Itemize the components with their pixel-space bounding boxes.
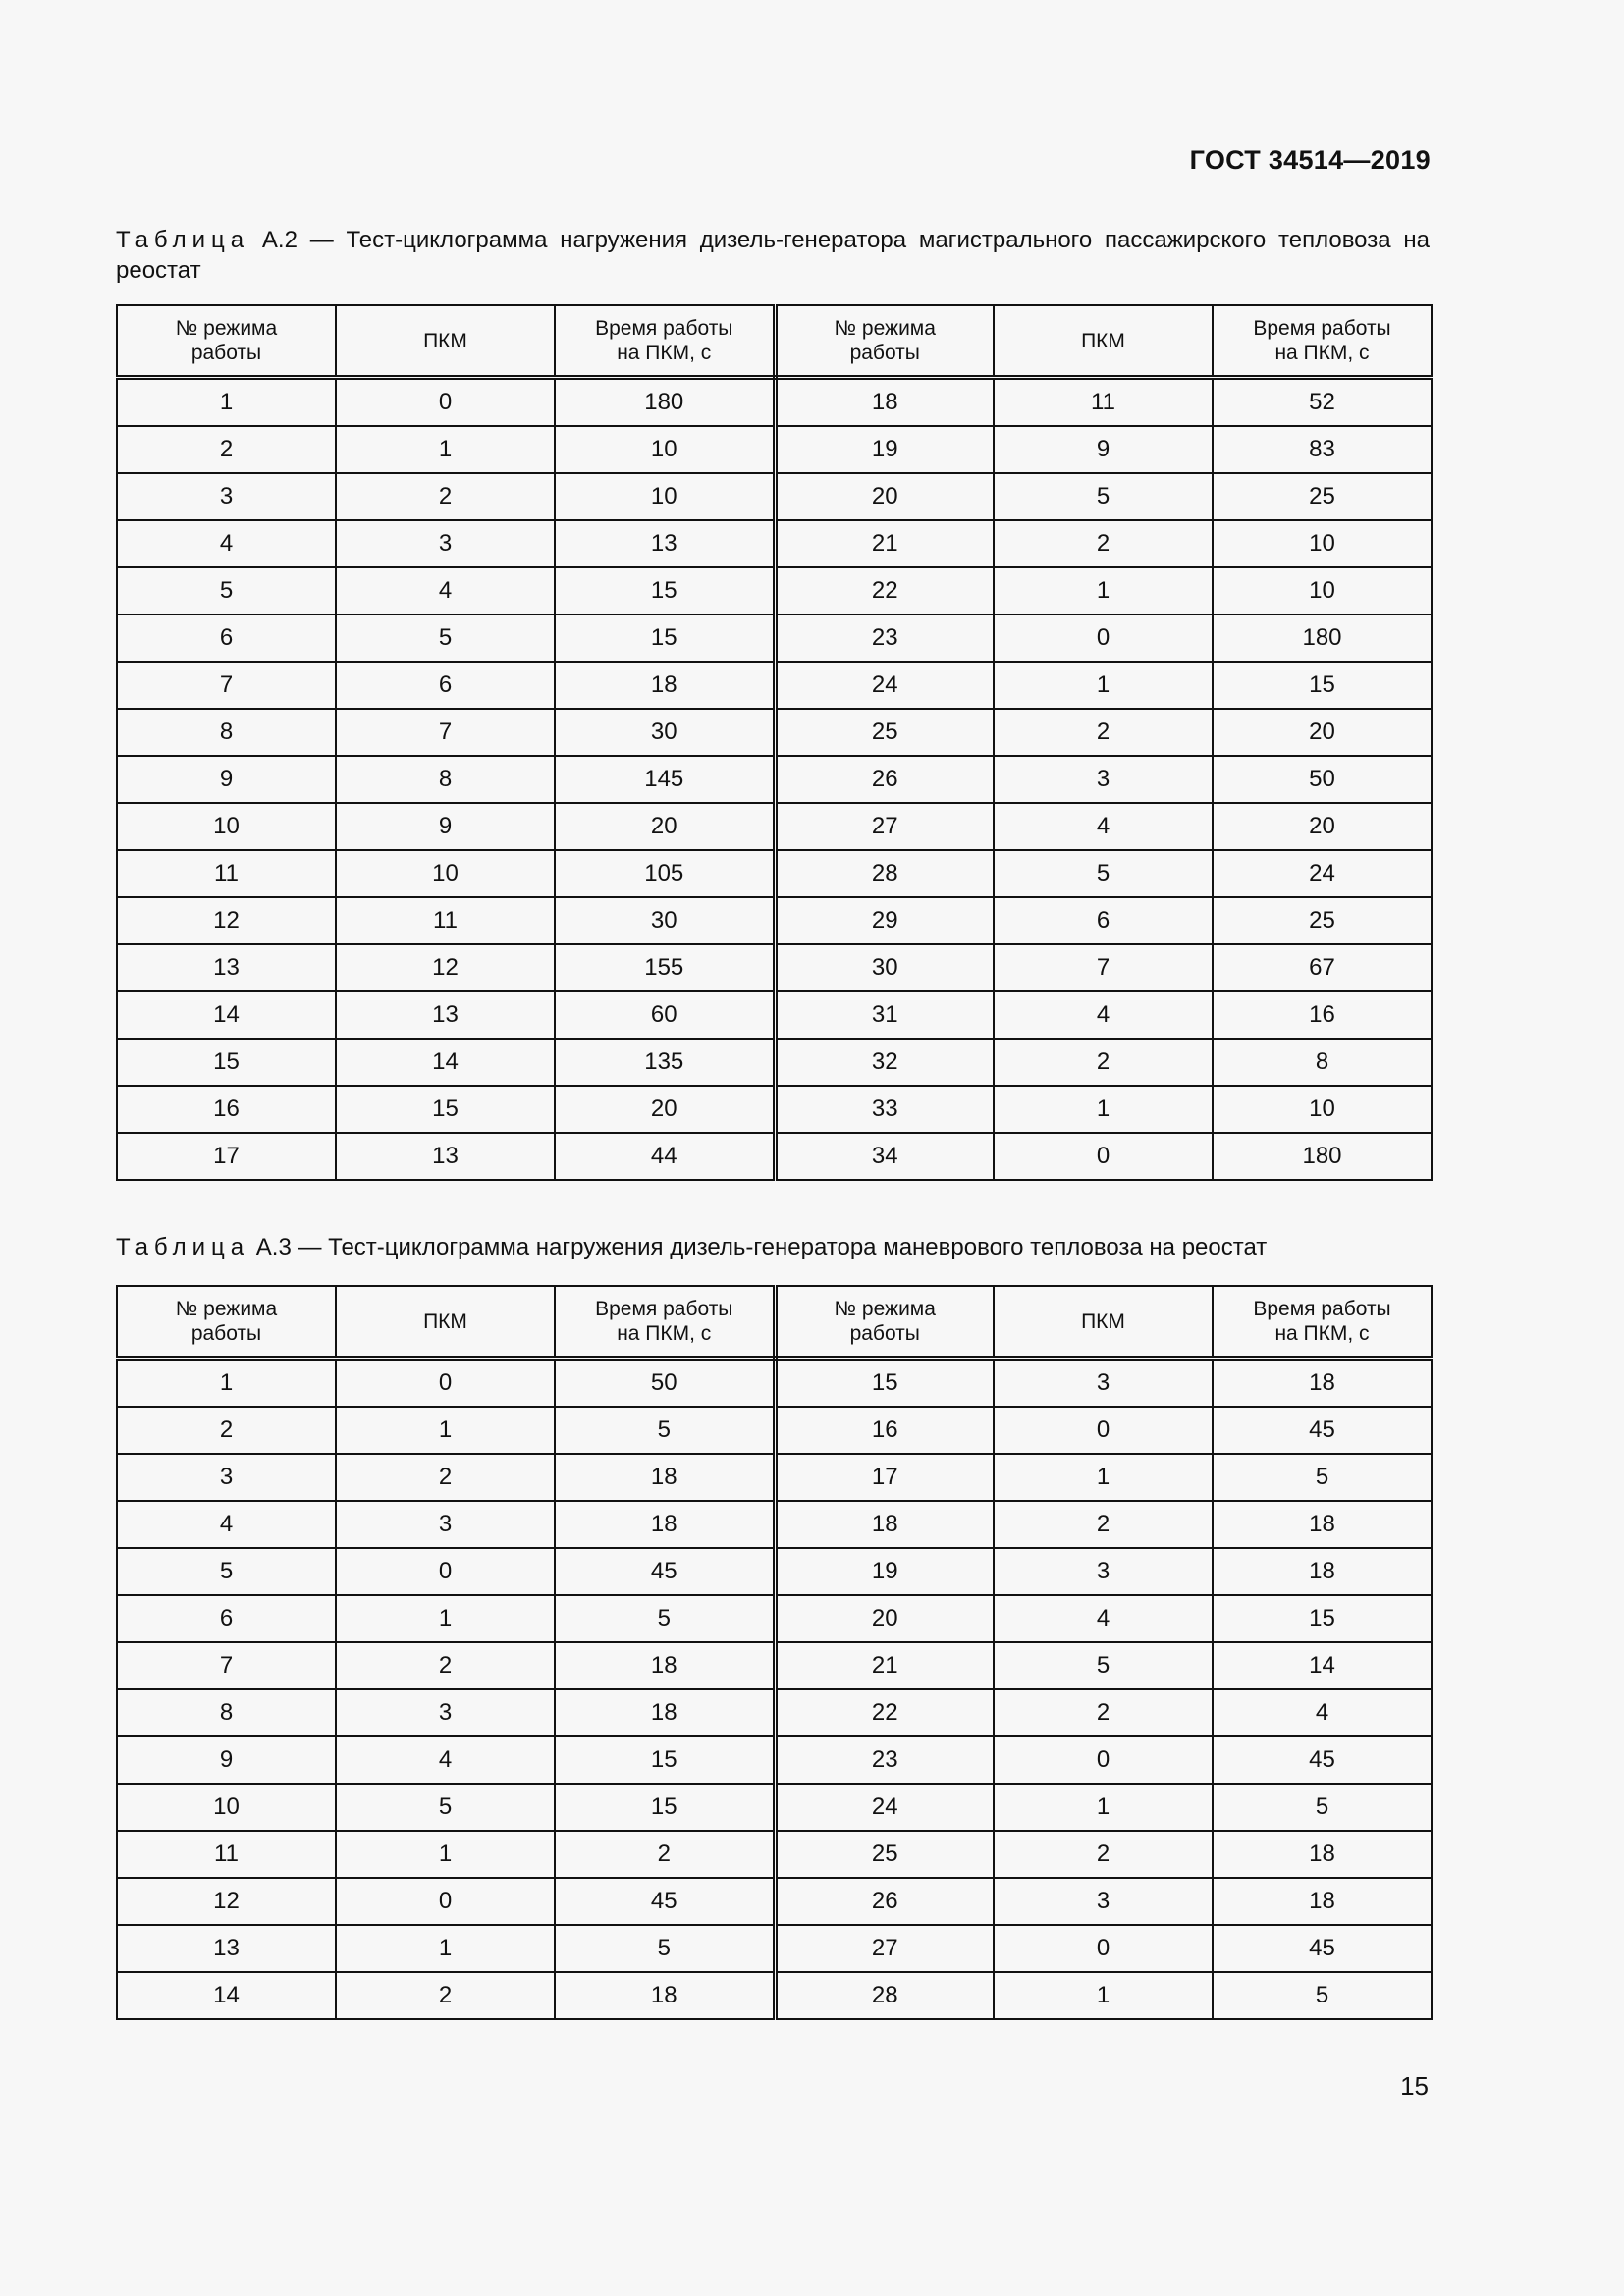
caption-text: А.3 — Тест-циклограмма нагружения дизель-генератора маневрового тепловоза на реостат bbox=[249, 1234, 1268, 1260]
table-cell: 3 bbox=[994, 1878, 1213, 1925]
table-cell: 30 bbox=[555, 897, 775, 944]
column-header: ПКМ bbox=[994, 305, 1213, 378]
table-cell: 24 bbox=[775, 1784, 994, 1831]
table-cell: 5 bbox=[117, 567, 336, 614]
table-cell: 3 bbox=[336, 1501, 555, 1548]
table-cell: 0 bbox=[994, 1736, 1213, 1784]
table-cell: 23 bbox=[775, 1736, 994, 1784]
table-cell: 14 bbox=[117, 1972, 336, 2019]
table-cell: 1 bbox=[336, 1595, 555, 1642]
table-cell: 180 bbox=[555, 378, 775, 427]
table-row bbox=[117, 1925, 1432, 1972]
table-cell: 50 bbox=[555, 1359, 775, 1408]
table-cell: 4 bbox=[994, 991, 1213, 1039]
table-row bbox=[117, 567, 1432, 614]
table-cell: 27 bbox=[775, 803, 994, 850]
table-cell: 27 bbox=[775, 1925, 994, 1972]
table-cell: 5 bbox=[994, 1642, 1213, 1689]
column-header: ПКМ bbox=[336, 1286, 555, 1359]
table-cell: 10 bbox=[1213, 567, 1432, 614]
table-cell: 7 bbox=[336, 709, 555, 756]
column-header: № режима работы bbox=[775, 1286, 994, 1359]
table-cell: 18 bbox=[775, 1501, 994, 1548]
table-cell: 18 bbox=[1213, 1548, 1432, 1595]
table-cell: 45 bbox=[1213, 1925, 1432, 1972]
table-cell: 11 bbox=[117, 1831, 336, 1878]
table-row bbox=[117, 803, 1432, 850]
table-cell: 180 bbox=[1213, 1133, 1432, 1180]
table-cell: 15 bbox=[555, 614, 775, 662]
table-cell: 18 bbox=[1213, 1359, 1432, 1408]
column-header: Время работы на ПКМ, с bbox=[1213, 1286, 1432, 1359]
table-cell: 2 bbox=[994, 1689, 1213, 1736]
table-cell: 4 bbox=[117, 1501, 336, 1548]
table-cell: 8 bbox=[336, 756, 555, 803]
table-row bbox=[117, 1972, 1432, 2019]
table-cell: 5 bbox=[336, 1784, 555, 1831]
table-row bbox=[117, 1359, 1432, 1408]
table-cell: 29 bbox=[775, 897, 994, 944]
table-cell: 4 bbox=[336, 567, 555, 614]
table-cell: 3 bbox=[117, 1454, 336, 1501]
table-cell: 180 bbox=[1213, 614, 1432, 662]
table-cell: 4 bbox=[117, 520, 336, 567]
table-cell: 1 bbox=[994, 662, 1213, 709]
table-cell: 0 bbox=[336, 1359, 555, 1408]
column-header: № режима работы bbox=[775, 305, 994, 378]
table-cell: 26 bbox=[775, 1878, 994, 1925]
table-cell: 10 bbox=[336, 850, 555, 897]
table-cell: 3 bbox=[117, 473, 336, 520]
table-cell: 5 bbox=[555, 1407, 775, 1454]
table-cell: 21 bbox=[775, 520, 994, 567]
table-row bbox=[117, 1736, 1432, 1784]
table-cell: 0 bbox=[994, 1133, 1213, 1180]
column-header: Время работы на ПКМ, с bbox=[555, 305, 775, 378]
table-row bbox=[117, 473, 1432, 520]
table-cell: 3 bbox=[994, 756, 1213, 803]
table-cell: 18 bbox=[555, 1642, 775, 1689]
table-word: Таблица bbox=[116, 227, 250, 253]
table-cell: 2 bbox=[117, 426, 336, 473]
table-cell: 4 bbox=[994, 1595, 1213, 1642]
table-cell: 25 bbox=[775, 1831, 994, 1878]
table-cell: 5 bbox=[994, 473, 1213, 520]
table-cell: 23 bbox=[775, 614, 994, 662]
column-header: ПКМ bbox=[336, 305, 555, 378]
table-cell: 155 bbox=[555, 944, 775, 991]
table-cell: 45 bbox=[1213, 1736, 1432, 1784]
table-cell: 2 bbox=[994, 1831, 1213, 1878]
table-cell: 2 bbox=[336, 1642, 555, 1689]
table-cell: 1 bbox=[117, 378, 336, 427]
table-cell: 2 bbox=[336, 473, 555, 520]
table-row bbox=[117, 378, 1432, 427]
table-cell: 105 bbox=[555, 850, 775, 897]
column-header: Время работы на ПКМ, с bbox=[555, 1286, 775, 1359]
table-cell: 5 bbox=[555, 1595, 775, 1642]
table-cell: 34 bbox=[775, 1133, 994, 1180]
table-cell: 13 bbox=[117, 944, 336, 991]
table-cell: 2 bbox=[994, 1039, 1213, 1086]
table-row bbox=[117, 1642, 1432, 1689]
table-cell: 1 bbox=[336, 1831, 555, 1878]
column-header: Время работы на ПКМ, с bbox=[1213, 305, 1432, 378]
table-cell: 18 bbox=[555, 1972, 775, 2019]
table-cell: 15 bbox=[1213, 1595, 1432, 1642]
table-cell: 0 bbox=[336, 1878, 555, 1925]
table-cell: 2 bbox=[336, 1972, 555, 2019]
table-row bbox=[117, 520, 1432, 567]
caption-text: А.2 — Тест-циклограмма нагружения дизель-генератора магистрального пассажирского тепловоза на реостат bbox=[116, 227, 1430, 284]
table-cell: 6 bbox=[117, 1595, 336, 1642]
table-cell: 0 bbox=[994, 614, 1213, 662]
table-cell: 45 bbox=[555, 1548, 775, 1595]
document-code: ГОСТ 34514—2019 bbox=[1189, 145, 1431, 175]
page-number: 15 bbox=[1400, 2071, 1429, 2101]
table-cell: 5 bbox=[336, 614, 555, 662]
table-cell: 6 bbox=[994, 897, 1213, 944]
table-cell: 4 bbox=[1213, 1689, 1432, 1736]
table-cell: 13 bbox=[555, 520, 775, 567]
table-cell: 2 bbox=[555, 1831, 775, 1878]
table-a2 bbox=[116, 304, 1433, 1181]
table-cell: 15 bbox=[555, 1736, 775, 1784]
table-cell: 30 bbox=[555, 709, 775, 756]
table-a3 bbox=[116, 1285, 1433, 2020]
table-cell: 9 bbox=[117, 1736, 336, 1784]
table-row bbox=[117, 426, 1432, 473]
table-cell: 15 bbox=[775, 1359, 994, 1408]
table-cell: 13 bbox=[336, 1133, 555, 1180]
table-cell: 24 bbox=[775, 662, 994, 709]
table-row bbox=[117, 944, 1432, 991]
table-cell: 20 bbox=[555, 803, 775, 850]
table-cell: 14 bbox=[117, 991, 336, 1039]
table-cell: 15 bbox=[1213, 662, 1432, 709]
table-cell: 2 bbox=[994, 709, 1213, 756]
table-cell: 1 bbox=[994, 1784, 1213, 1831]
table-cell: 10 bbox=[1213, 1086, 1432, 1133]
table-cell: 9 bbox=[336, 803, 555, 850]
table-row bbox=[117, 991, 1432, 1039]
column-header: № режима работы bbox=[117, 305, 336, 378]
table-cell: 5 bbox=[1213, 1784, 1432, 1831]
table-word: Таблица bbox=[116, 1234, 250, 1260]
table-cell: 20 bbox=[1213, 803, 1432, 850]
table-cell: 9 bbox=[117, 756, 336, 803]
table-row bbox=[117, 614, 1432, 662]
table-cell: 2 bbox=[336, 1454, 555, 1501]
column-header: № режима работы bbox=[117, 1286, 336, 1359]
table-cell: 28 bbox=[775, 1972, 994, 2019]
table-cell: 18 bbox=[555, 1454, 775, 1501]
table-cell: 10 bbox=[555, 473, 775, 520]
table-cell: 20 bbox=[1213, 709, 1432, 756]
table-cell: 15 bbox=[555, 1784, 775, 1831]
table-cell: 1 bbox=[994, 1972, 1213, 2019]
table-row bbox=[117, 662, 1432, 709]
table-cell: 18 bbox=[555, 1501, 775, 1548]
table-cell: 6 bbox=[336, 662, 555, 709]
table-cell: 8 bbox=[117, 1689, 336, 1736]
table-cell: 17 bbox=[117, 1133, 336, 1180]
table-cell: 145 bbox=[555, 756, 775, 803]
table-cell: 10 bbox=[117, 1784, 336, 1831]
table-cell: 32 bbox=[775, 1039, 994, 1086]
table-row bbox=[117, 1878, 1432, 1925]
table-cell: 1 bbox=[994, 567, 1213, 614]
table-cell: 45 bbox=[555, 1878, 775, 1925]
table-cell: 20 bbox=[775, 1595, 994, 1642]
table-cell: 30 bbox=[775, 944, 994, 991]
table-cell: 5 bbox=[994, 850, 1213, 897]
table-cell: 18 bbox=[1213, 1501, 1432, 1548]
table-cell: 15 bbox=[555, 567, 775, 614]
table-cell: 5 bbox=[117, 1548, 336, 1595]
table-cell: 31 bbox=[775, 991, 994, 1039]
table-cell: 2 bbox=[994, 1501, 1213, 1548]
table-row bbox=[117, 897, 1432, 944]
table-cell: 1 bbox=[994, 1454, 1213, 1501]
table-cell: 6 bbox=[117, 614, 336, 662]
header-row bbox=[117, 305, 1432, 378]
table-cell: 8 bbox=[1213, 1039, 1432, 1086]
table-cell: 18 bbox=[1213, 1878, 1432, 1925]
table-cell: 18 bbox=[775, 378, 994, 427]
table-cell: 10 bbox=[1213, 520, 1432, 567]
table-row bbox=[117, 1595, 1432, 1642]
table-cell: 16 bbox=[775, 1407, 994, 1454]
table-row bbox=[117, 1501, 1432, 1548]
table-cell: 22 bbox=[775, 1689, 994, 1736]
table-cell: 1 bbox=[336, 1407, 555, 1454]
table-cell: 20 bbox=[555, 1086, 775, 1133]
table-cell: 18 bbox=[555, 1689, 775, 1736]
table-cell: 22 bbox=[775, 567, 994, 614]
table-cell: 0 bbox=[994, 1925, 1213, 1972]
table-cell: 44 bbox=[555, 1133, 775, 1180]
table-row bbox=[117, 1133, 1432, 1180]
table-row bbox=[117, 1086, 1432, 1133]
table-cell: 18 bbox=[1213, 1831, 1432, 1878]
table-row bbox=[117, 850, 1432, 897]
table-cell: 17 bbox=[775, 1454, 994, 1501]
table-cell: 21 bbox=[775, 1642, 994, 1689]
table-cell: 16 bbox=[1213, 991, 1432, 1039]
table-cell: 1 bbox=[994, 1086, 1213, 1133]
table-cell: 2 bbox=[994, 520, 1213, 567]
table-cell: 60 bbox=[555, 991, 775, 1039]
table-cell: 19 bbox=[775, 1548, 994, 1595]
table-cell: 4 bbox=[994, 803, 1213, 850]
table-cell: 2 bbox=[117, 1407, 336, 1454]
table-row bbox=[117, 1831, 1432, 1878]
table-cell: 33 bbox=[775, 1086, 994, 1133]
table-cell: 15 bbox=[336, 1086, 555, 1133]
table-cell: 0 bbox=[336, 1548, 555, 1595]
table-cell: 5 bbox=[1213, 1972, 1432, 2019]
table-cell: 12 bbox=[336, 944, 555, 991]
table-cell: 14 bbox=[1213, 1642, 1432, 1689]
table-cell: 10 bbox=[117, 803, 336, 850]
table-row bbox=[117, 756, 1432, 803]
table-cell: 11 bbox=[994, 378, 1213, 427]
table-cell: 26 bbox=[775, 756, 994, 803]
table-cell: 13 bbox=[336, 991, 555, 1039]
table-cell: 3 bbox=[994, 1359, 1213, 1408]
table-cell: 8 bbox=[117, 709, 336, 756]
table-cell: 1 bbox=[336, 1925, 555, 1972]
table-row bbox=[117, 1689, 1432, 1736]
table-cell: 9 bbox=[994, 426, 1213, 473]
header-row bbox=[117, 1286, 1432, 1359]
table-row bbox=[117, 709, 1432, 756]
table-cell: 50 bbox=[1213, 756, 1432, 803]
table-cell: 1 bbox=[336, 426, 555, 473]
table-cell: 5 bbox=[555, 1925, 775, 1972]
table-a3-caption bbox=[116, 1232, 1430, 1262]
table-cell: 83 bbox=[1213, 426, 1432, 473]
table-cell: 7 bbox=[117, 1642, 336, 1689]
table-cell: 25 bbox=[1213, 897, 1432, 944]
table-row bbox=[117, 1454, 1432, 1501]
table-cell: 16 bbox=[117, 1086, 336, 1133]
table-cell: 20 bbox=[775, 473, 994, 520]
table-cell: 7 bbox=[117, 662, 336, 709]
table-a2-caption bbox=[116, 225, 1430, 286]
table-row bbox=[117, 1548, 1432, 1595]
table-row bbox=[117, 1784, 1432, 1831]
table-cell: 5 bbox=[1213, 1454, 1432, 1501]
table-cell: 19 bbox=[775, 426, 994, 473]
table-cell: 135 bbox=[555, 1039, 775, 1086]
table-cell: 11 bbox=[336, 897, 555, 944]
table-cell: 0 bbox=[336, 378, 555, 427]
table-cell: 52 bbox=[1213, 378, 1432, 427]
table-cell: 0 bbox=[994, 1407, 1213, 1454]
table-cell: 25 bbox=[1213, 473, 1432, 520]
table-row bbox=[117, 1407, 1432, 1454]
table-cell: 18 bbox=[555, 662, 775, 709]
table-cell: 11 bbox=[117, 850, 336, 897]
table-cell: 3 bbox=[994, 1548, 1213, 1595]
table-cell: 28 bbox=[775, 850, 994, 897]
table-cell: 67 bbox=[1213, 944, 1432, 991]
table-cell: 7 bbox=[994, 944, 1213, 991]
table-row bbox=[117, 1039, 1432, 1086]
table-cell: 1 bbox=[117, 1359, 336, 1408]
table-cell: 12 bbox=[117, 1878, 336, 1925]
column-header: ПКМ bbox=[994, 1286, 1213, 1359]
table-cell: 13 bbox=[117, 1925, 336, 1972]
table-cell: 3 bbox=[336, 1689, 555, 1736]
table-cell: 3 bbox=[336, 520, 555, 567]
table-cell: 10 bbox=[555, 426, 775, 473]
table-cell: 25 bbox=[775, 709, 994, 756]
table-cell: 15 bbox=[117, 1039, 336, 1086]
table-cell: 45 bbox=[1213, 1407, 1432, 1454]
table-cell: 14 bbox=[336, 1039, 555, 1086]
table-cell: 24 bbox=[1213, 850, 1432, 897]
table-cell: 12 bbox=[117, 897, 336, 944]
table-cell: 4 bbox=[336, 1736, 555, 1784]
